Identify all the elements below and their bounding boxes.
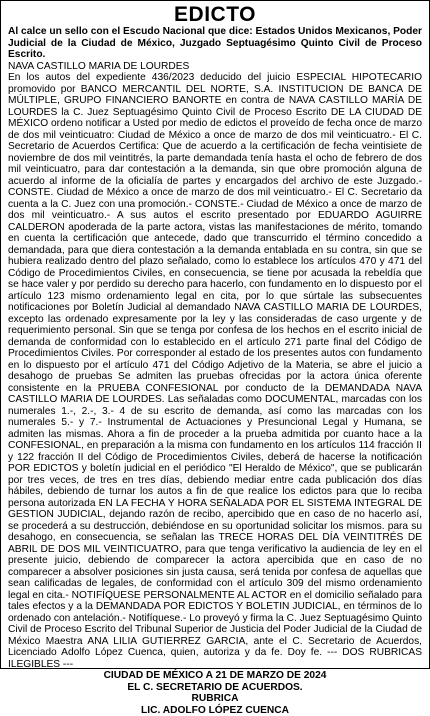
date-line: CIUDAD DE MÉXICO A 21 DE MARZO DE 2024 <box>8 670 422 682</box>
closing-block <box>8 670 422 716</box>
seal-description: Al calce un sello con el Escudo Nacional que dice: Estados Unidos Mexicanos, Poder Judicial de la Ciudad de México, Juzgado Septuagésimo Quinto Civil de Proceso Escrito. <box>8 26 422 61</box>
signature-line: RUBRICA <box>8 693 422 705</box>
notice-body: En los autos del expediente 436/2023 deducido del juicio ESPECIAL HIPOTECARIO promovido por BANCO MERCANTIL DEL NORTE, S.A. INSTITUCION DE BANCA DE MÚLTIPLE, GRUPO FINANCIERO BANORTE en contra de NAVA CASTILLO MARÍA DE LOURDES la C. Juez Septuagésimo Quinto Civil de Proceso Escrito DE LA CIUDAD DE MÉXICO ordeno notificar a Usted por medio de edictos el proveído de fecha once de marzo de dos mil veinticuatro: Ciudad de México a once de marzo de dos mil veinticuatro.- El C. Secretario de Acuerdos Certifica: Que de acuerdo a la certificación de fecha veintisiete de noviembre de dos mil veintitrés, la parte demandada tenía hasta el ocho de febrero de dos mil veinticuatro, para dar contestación a la demanda, sin que obre promoción alguna de acuerdo al informe de la oficialía de partes y encargados del archivo de este Juzgado.- CONSTE. Ciudad de México a once de marzo de dos mil veinticuatro.- El C. Secretario da cuenta a la C. Juez con una promoción.- CONSTE.- Ciudad de México a once de marzo de dos mil veinticuatro.- A sus autos el escrito presentado por EDUARDO AGUIRRE CALDERON apoderada de la parte actora, vistas las manifestaciones de mérito, tomando en cuenta la certificación que antecede, dado que transcurrido el término concedido a demandada, para que diera contestación a la demanda entablada en su contra, sin que se hubiera realizado dentro del plazo señalado, como lo establece los artículos 470 y 471 del Código de Procedimientos Civiles, en consecuencia, se tiene por acusada la rebeldía que se hace valer y por perdido su derecho para hacerlo, con fundamento en lo dispuesto por el artículo 123 mismo ordenamiento legal en cita, por lo que súrtale las subsecuentes notificaciones por Boletín Judicial al demandado NAVA CASTILLO MARIA DE LOURDES, excepto las ordenado expresamente por la ley y las consideradas de caso urgente y de requerimiento personal. Sin que se tenga por confesa de los hechos en el escrito inicial de demanda de conformidad con lo establecido en el artículo 271 parte final del Código de Procedimientos Civiles. Por corresponder al estado de los presentes autos con fundamento en lo dispuesto por el artículo 471 del Código Adjetivo de la Materia, se abre el juicio a desahogo de pruebas Se admiten las pruebas ofrecidas por la actora única oferente consistente en la PRUEBA CONFESIONAL por conducto de la DEMANDADA NAVA CASTILLO MARIA DE LOURDES. Las señaladas como DOCUMENTAL, marcadas con los numerales 1.-, 2.-, 3.- 4 de su escrito de demanda, así como las marcadas con los numerales 5.- y 7.- Instrumental de Actuaciones y Presuncional Legal y Humana, se admiten las mismas. Ahora a fin de proceder a la prueba admitida por cuanto hace a la CONFESIONAL, en preparación a la misma con fundamento en los artículos 114 fracción II y 122 fracción II del Código de Procedimientos Civiles, deberá de hacerse la notificación POR EDICTOS y boletín judicial en el periódico "El Heraldo de México", que se publicarán por tres veces, de tres en tres días, debiendo mediar entre cada publicación dos días hábiles, debiendo de turnar los autos a fin de que realice los edictos para que lo reciba persona autorizada EN LA FECHA Y HORA SEÑALADA POR EL SISTEMA INTEGRAL DE GESTION JUDICIAL, dejando razón de recibo, apercibido que en caso de no hacerlo así, se procederá a su destrucción, debiéndose en su oportunidad solicitar los mismos. para su desahogo, en consecuencia, se señalan las TRECE HORAS DEL DÍA VEINTITRÉS DE ABRIL DE DOS MIL VEINTICUATRO, para que tenga verificativo la audiencia de ley en el presente juicio, debiendo de comparecer la actora apercibida que en caso de no comparecer a absolver posiciones sin justa causa, será tenida por confesa de aquellas que sean calificadas de legales, de conformidad con el artículo 309 del mismo ordenamiento legal en cita.- NOTIFÍQUESE PERSONALMENTE AL ACTOR en el domicilio señalado para tales efectos y a la DEMANDADA POR EDICTOS Y BOLETIN JUDICIAL, en términos de lo ordenado con antelación.- Notifíquese.- Lo proveyó y firma la C. Juez Septuagésimo Quinto Civil de Proceso Escrito del Tribunal Superior de Justicia del Poder Judicial de la Ciudad de México Maestra ANA LILIA GUTIERREZ GARCIA, ante el C. Secretario de Acuerdos, Licenciado Adolfo López Cuenca, quien, autoriza y da fe. Doy fe. --- DOS RUBRICAS ILEGIBLES --- <box>8 72 422 670</box>
addressee-name: NAVA CASTILLO MARIA DE LOURDES <box>8 61 422 73</box>
secretary-line: EL C. SECRETARIO DE ACUERDOS. <box>8 682 422 694</box>
signer-name: LIC. ADOLFO LÓPEZ CUENCA <box>8 705 422 716</box>
notice-title: EDICTO <box>8 4 422 25</box>
